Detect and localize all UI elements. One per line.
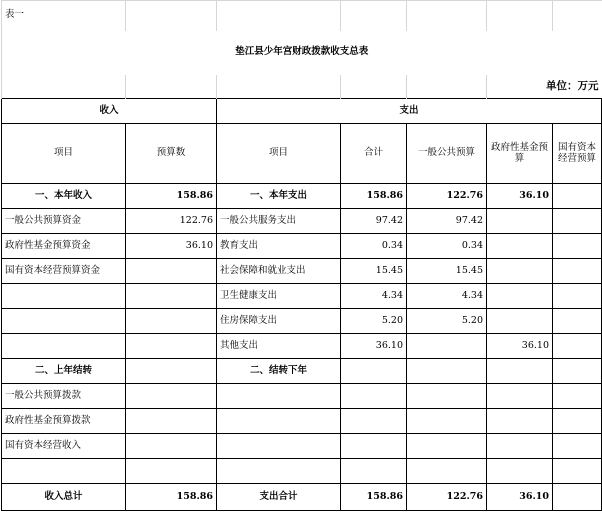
income-item-cell: 政府性基金预算拨款 (2, 409, 126, 434)
totals-row (2, 484, 602, 511)
general-cell: 15.45 (407, 259, 487, 284)
table-row (2, 259, 602, 284)
total-cell: 36.10 (341, 334, 407, 359)
income-amount-cell (126, 434, 217, 459)
income-header: 收入 (2, 99, 217, 124)
income-amount-cell (126, 359, 217, 384)
general-cell (407, 334, 487, 359)
general-cell (407, 384, 487, 409)
fund-cell: 36.10 (487, 184, 553, 209)
income-item-cell (2, 309, 126, 334)
empty-cell (126, 75, 217, 99)
table-row (2, 434, 602, 459)
income-item-cell (2, 284, 126, 309)
state-cell (553, 409, 602, 434)
general-cell (407, 459, 487, 484)
table-row (2, 334, 602, 359)
general-cell: 0.34 (407, 234, 487, 259)
table-row (2, 234, 602, 259)
income-item-cell: 国有资本经营收入 (2, 434, 126, 459)
fund-cell (487, 459, 553, 484)
state-cell (553, 459, 602, 484)
income-item-cell (2, 459, 126, 484)
fund-cell (487, 259, 553, 284)
col-header-fund: 政府性基金预算 (487, 124, 553, 184)
income-amount-cell: 36.10 (126, 234, 217, 259)
general-cell: 4.34 (407, 284, 487, 309)
income-total-label: 收入总计 (2, 484, 126, 511)
expense-item-cell (217, 409, 341, 434)
table-row (2, 359, 602, 384)
state-cell (553, 259, 602, 284)
general-cell (407, 359, 487, 384)
total-cell: 5.20 (341, 309, 407, 334)
sheet-label: 表一 (2, 1, 126, 31)
expense-item-cell: 社会保障和就业支出 (217, 259, 341, 284)
state-cell (553, 434, 602, 459)
fund-cell (487, 209, 553, 234)
empty-cell (2, 75, 126, 99)
general-cell (407, 409, 487, 434)
income-item-cell: 二、上年结转 (2, 359, 126, 384)
state-cell (553, 234, 602, 259)
expense-item-cell: 其他支出 (217, 334, 341, 359)
empty-cell (407, 1, 487, 31)
state-cell (553, 309, 602, 334)
total-cell (341, 459, 407, 484)
income-amount-cell (126, 334, 217, 359)
income-amount-cell (126, 309, 217, 334)
expense-item-cell: 一般公共服务支出 (217, 209, 341, 234)
state-cell (553, 209, 602, 234)
income-item-cell (2, 334, 126, 359)
table-row (2, 409, 602, 434)
empty-cell (217, 75, 341, 99)
table-row (2, 284, 602, 309)
state-cell (553, 334, 602, 359)
empty-cell (407, 75, 487, 99)
income-amount-cell (126, 284, 217, 309)
table-row (2, 459, 602, 484)
expense-header: 支出 (217, 99, 602, 124)
fund-cell (487, 234, 553, 259)
total-cell (341, 434, 407, 459)
income-item-cell: 一般公共预算拨款 (2, 384, 126, 409)
fund-cell (487, 384, 553, 409)
expense-item-cell: 教育支出 (217, 234, 341, 259)
state-cell (553, 184, 602, 209)
income-amount-cell: 158.86 (126, 184, 217, 209)
total-cell: 158.86 (341, 184, 407, 209)
expense-total-amount: 158.86 (341, 484, 407, 511)
empty-cell (341, 1, 407, 31)
state-cell (553, 384, 602, 409)
table-row (2, 309, 602, 334)
expense-item-cell (217, 434, 341, 459)
total-cell: 15.45 (341, 259, 407, 284)
expense-item-cell: 卫生健康支出 (217, 284, 341, 309)
total-cell: 4.34 (341, 284, 407, 309)
page-title: 垫江县少年宫财政拨款收支总表 (2, 31, 602, 75)
expense-item-cell: 二、结转下年 (217, 359, 341, 384)
general-cell: 5.20 (407, 309, 487, 334)
total-cell (341, 409, 407, 434)
fund-cell (487, 409, 553, 434)
unit-label: 单位：万元 (487, 75, 602, 99)
fund-cell (487, 434, 553, 459)
general-cell: 122.76 (407, 184, 487, 209)
table-row (2, 384, 602, 409)
empty-cell (487, 1, 553, 31)
fund-cell (487, 309, 553, 334)
income-amount-cell (126, 384, 217, 409)
general-total-amount: 122.76 (407, 484, 487, 511)
income-amount-cell: 122.76 (126, 209, 217, 234)
income-item-cell: 一般公共预算资金 (2, 209, 126, 234)
empty-cell (126, 1, 217, 31)
state-total-amount (553, 484, 602, 511)
total-cell: 97.42 (341, 209, 407, 234)
total-cell (341, 359, 407, 384)
expense-item-cell: 住房保障支出 (217, 309, 341, 334)
income-amount-cell (126, 259, 217, 284)
total-cell: 0.34 (341, 234, 407, 259)
col-header-budget: 预算数 (126, 124, 217, 184)
empty-cell (341, 75, 407, 99)
fund-cell: 36.10 (487, 334, 553, 359)
state-cell (553, 284, 602, 309)
expense-item-cell (217, 459, 341, 484)
general-cell: 97.42 (407, 209, 487, 234)
income-total-amount: 158.86 (126, 484, 217, 511)
budget-summary-table (1, 0, 602, 511)
expense-total-label: 支出合计 (217, 484, 341, 511)
general-cell (407, 434, 487, 459)
total-cell (341, 384, 407, 409)
col-header-general: 一般公共预算 (407, 124, 487, 184)
state-cell (553, 359, 602, 384)
col-header-expense-item: 项目 (217, 124, 341, 184)
col-header-state: 国有资本经营预算 (553, 124, 602, 184)
fund-cell (487, 359, 553, 384)
table-row (2, 184, 602, 209)
col-header-total: 合计 (341, 124, 407, 184)
col-header-income-item: 项目 (2, 124, 126, 184)
fund-cell (487, 284, 553, 309)
table-row (2, 209, 602, 234)
income-item-cell: 一、本年收入 (2, 184, 126, 209)
income-amount-cell (126, 409, 217, 434)
income-amount-cell (126, 459, 217, 484)
fund-total-amount: 36.10 (487, 484, 553, 511)
expense-item-cell: 一、本年支出 (217, 184, 341, 209)
empty-cell (217, 1, 341, 31)
income-item-cell: 国有资本经营预算资金 (2, 259, 126, 284)
income-item-cell: 政府性基金预算资金 (2, 234, 126, 259)
expense-item-cell (217, 384, 341, 409)
empty-cell (553, 1, 602, 31)
